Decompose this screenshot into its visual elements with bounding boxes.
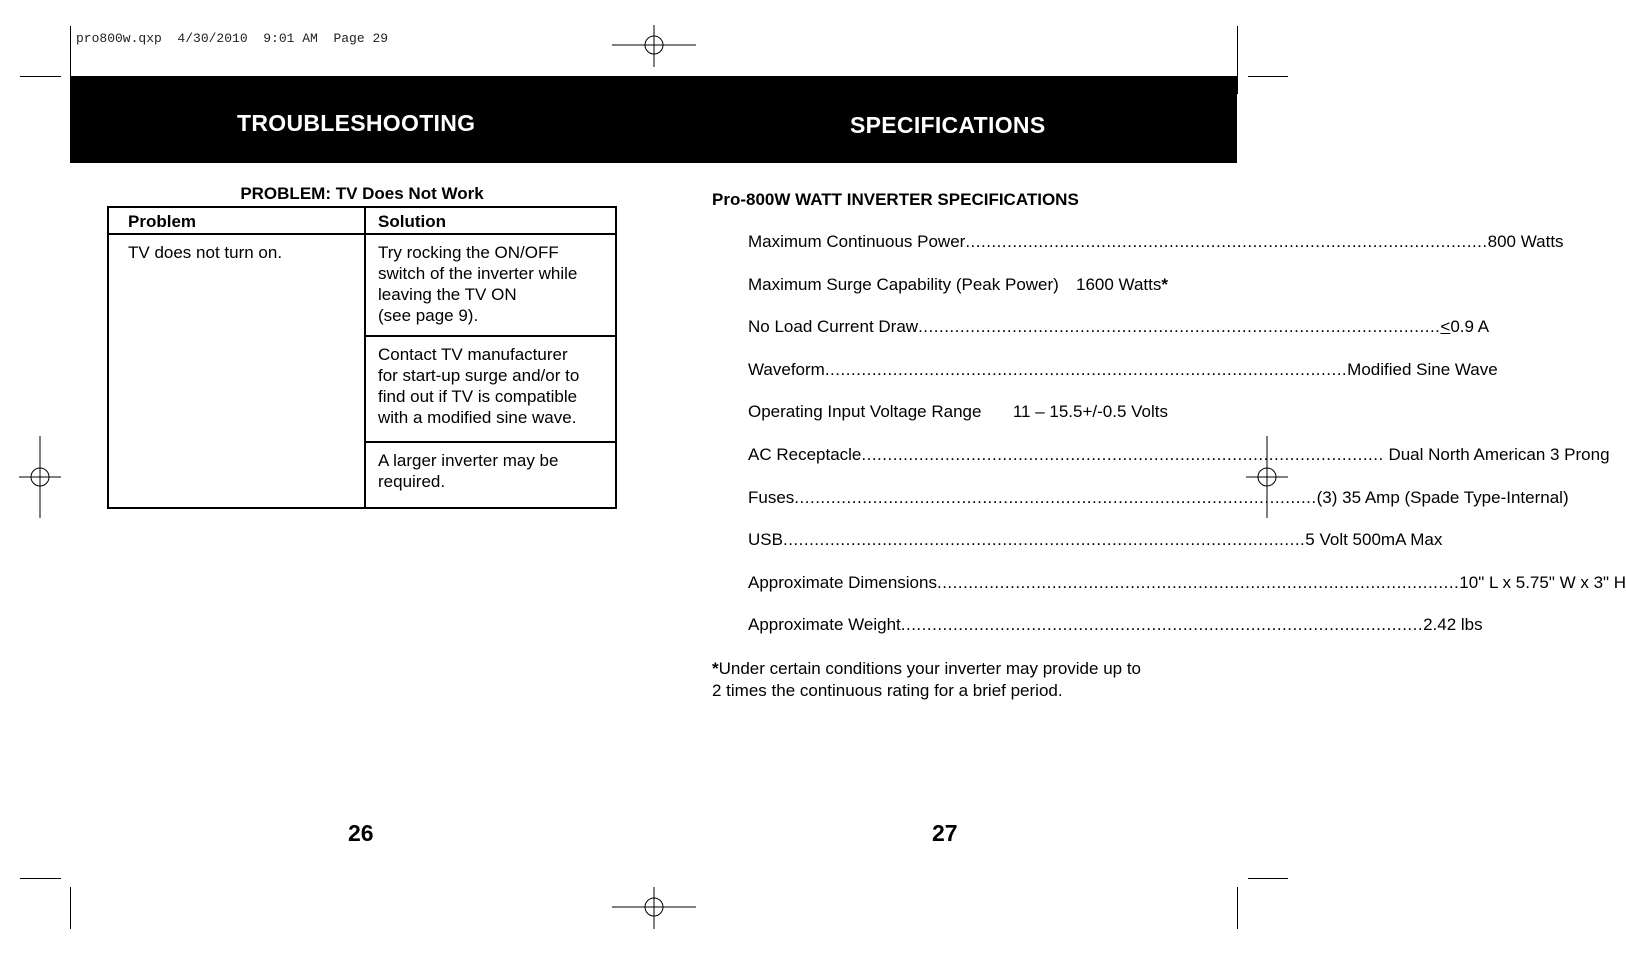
spec-label: Maximum Surge Capability (Peak Power) (748, 274, 1059, 294)
spec-value: 10" L x 5.75" W x 3" H (1459, 572, 1626, 592)
spec-label: Maximum Continuous Power (748, 232, 966, 251)
registration-mark-icon (19, 436, 61, 518)
column-header-problem: Problem (108, 207, 365, 234)
page-number-right: 27 (932, 820, 958, 846)
spec-row (748, 615, 1483, 658)
dot-leader: .................................................................................................... (861, 444, 1384, 464)
page-number-left: 26 (348, 820, 374, 846)
solution-line: A larger inverter may be (378, 451, 559, 470)
dot-leader: .................................................................................................... (936, 572, 1460, 592)
crop-mark (20, 878, 61, 879)
specifications-subheading: Pro-800W WATT INVERTER SPECIFICATIONS (712, 190, 1079, 209)
troubleshooting-title: TROUBLESHOOTING (237, 110, 476, 136)
crop-mark (1248, 76, 1288, 77)
solution-line: for start-up surge and/or to (378, 366, 580, 385)
crop-mark (1237, 887, 1238, 929)
solution-line: find out if TV is compatible (378, 387, 578, 406)
crop-mark (1237, 26, 1238, 94)
solution-line: switch of the inverter while (378, 264, 578, 283)
dot-leader: .................................................................................................... (794, 487, 1317, 507)
dot-leader: .................................................................................................... (965, 232, 1488, 251)
spec-row (748, 317, 1490, 360)
spec-label: No Load Current Draw (748, 317, 919, 337)
spec-label: Approximate Dimensions (748, 572, 937, 592)
solution-cell (365, 234, 616, 336)
spec-value: 5 Volt 500mA Max (1305, 530, 1443, 550)
crop-mark (20, 76, 61, 77)
spec-list (748, 232, 1626, 658)
footnote (712, 658, 1202, 702)
less-equal-symbol: < (1440, 317, 1451, 337)
spec-value: 0.9 A (1450, 317, 1490, 337)
solution-line: leaving the TV ON (378, 285, 517, 304)
table-row (108, 234, 616, 336)
crop-mark (70, 887, 71, 929)
crop-mark (1248, 878, 1288, 879)
dot-leader: .................................................................................................... (824, 359, 1348, 379)
spec-value: 800 Watts (1487, 232, 1564, 251)
spec-value: (3) 35 Amp (Spade Type-Internal) (1316, 487, 1569, 507)
solution-line: required. (378, 472, 446, 491)
spec-label: Operating Input Voltage Range (748, 402, 982, 422)
spec-row (748, 530, 1443, 573)
spec-row (748, 275, 1168, 318)
registration-mark-icon (612, 25, 696, 67)
spec-label: AC Receptacle (748, 444, 862, 464)
spec-row (748, 359, 1498, 403)
spec-row (748, 487, 1569, 531)
dot-leader: .................................................................................................... (782, 530, 1306, 550)
table-header-row (108, 207, 616, 234)
spec-label: USB (748, 530, 783, 550)
solution-line: Try rocking the ON/OFF (378, 243, 559, 262)
solution-cell (365, 336, 616, 442)
print-slug: pro800w.qxp 4/30/2010 9:01 AM Page 29 (76, 31, 389, 46)
spec-label: Approximate Weight (748, 615, 901, 635)
spec-value: 2.42 lbs (1423, 615, 1483, 635)
troubleshooting-table (107, 206, 617, 509)
solution-line: with a modified sine wave. (378, 408, 577, 427)
column-header-solution: Solution (365, 207, 616, 234)
footnote-line: 2 times the continuous rating for a brief period. (712, 681, 1063, 700)
solution-line: Contact TV manufacturer (378, 345, 568, 364)
asterisk-marker: * (712, 659, 719, 678)
solution-cell (365, 442, 616, 508)
footnote-line: Under certain conditions your inverter may provide up to (718, 659, 1142, 678)
spec-value: 11 – 15.5+/-0.5 Volts (1012, 402, 1168, 422)
solution-line: (see page 9). (378, 306, 479, 325)
spec-row (748, 572, 1626, 616)
registration-mark-icon (612, 887, 696, 929)
dot-leader: .................................................................................................... (900, 615, 1424, 635)
spec-row (748, 444, 1610, 488)
problem-heading: PROBLEM: TV Does Not Work (240, 184, 484, 203)
asterisk-marker: * (1161, 274, 1168, 294)
spec-row (748, 402, 1168, 445)
dot-leader: .................................................................................................... (918, 317, 1441, 337)
spec-value: Modified Sine Wave (1347, 359, 1498, 379)
spec-value: 1600 Watts (1076, 274, 1162, 294)
spec-label: Fuses (748, 487, 795, 507)
spec-value: Dual North American 3 Prong (1383, 444, 1610, 464)
spec-label: Waveform (748, 359, 825, 379)
spec-row (748, 232, 1564, 275)
problem-cell: TV does not turn on. (108, 234, 365, 508)
specifications-title: SPECIFICATIONS (850, 112, 1046, 138)
